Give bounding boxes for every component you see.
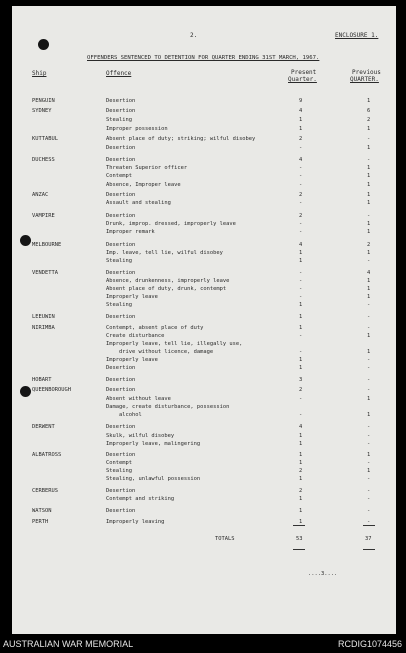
previous-count: - bbox=[367, 508, 371, 514]
present-count: - bbox=[299, 182, 303, 188]
previous-count: 1 bbox=[367, 126, 371, 132]
ship-name: QUEENBOROUGH bbox=[32, 387, 71, 393]
offence-text: Desertion bbox=[106, 365, 136, 371]
totals-label: TOTALS bbox=[215, 536, 235, 542]
ship-name: VAMPIRE bbox=[32, 213, 55, 219]
offence-text: Stealing, unlawful possession bbox=[106, 476, 201, 482]
previous-count: 1 bbox=[367, 221, 371, 227]
previous-count: - bbox=[367, 488, 371, 494]
offence-text: Improperly leave, tell lie, illegally use, bbox=[106, 341, 243, 347]
previous-count: - bbox=[367, 325, 371, 331]
totals-rule-previous bbox=[363, 525, 375, 526]
ship-name: KUTTABUL bbox=[32, 136, 58, 142]
previous-count: - bbox=[367, 433, 371, 439]
previous-count: 1 bbox=[367, 286, 371, 292]
previous-count: 1 bbox=[367, 98, 371, 104]
offence-text: Desertion bbox=[106, 314, 136, 320]
offence-text: Desertion bbox=[106, 377, 136, 383]
document-page bbox=[12, 6, 396, 634]
offence-text: Desertion bbox=[106, 452, 136, 458]
offence-text: Improperly leave bbox=[106, 357, 158, 363]
previous-count: 1 bbox=[367, 333, 371, 339]
previous-count: - bbox=[367, 387, 371, 393]
offence-text: Desertion bbox=[106, 157, 136, 163]
offence-text: Desertion bbox=[106, 242, 136, 248]
offence-text: alcohol bbox=[106, 412, 142, 418]
present-count: 1 bbox=[299, 302, 303, 308]
offence-text: Improperly leave bbox=[106, 294, 158, 300]
continuation-marker: ....3.... bbox=[308, 571, 338, 577]
col-previous-1: Previous bbox=[352, 69, 381, 76]
present-count: - bbox=[299, 200, 303, 206]
offence-text: Skulk, wilful disobey bbox=[106, 433, 175, 439]
totals-underline-previous bbox=[363, 549, 375, 550]
previous-count: 1 bbox=[367, 396, 371, 402]
col-previous-2: QUARTER. bbox=[350, 76, 379, 83]
present-count: 1 bbox=[299, 496, 303, 502]
document-title: OFFENDERS SENTENCED TO DETENTION FOR QUARTER ENDING 31ST MARCH, 1967. bbox=[87, 55, 320, 61]
ship-name: MELBOURNE bbox=[32, 242, 62, 248]
totals-rule-present bbox=[293, 525, 305, 526]
previous-count: 1 bbox=[367, 182, 371, 188]
offence-text: Damage, create disturbance, possession bbox=[106, 404, 230, 410]
present-count: 2 bbox=[299, 192, 303, 198]
offence-text: Threaten Superior officer bbox=[106, 165, 188, 171]
ship-name: ANZAC bbox=[32, 192, 49, 198]
previous-count: - bbox=[367, 157, 371, 163]
present-count: - bbox=[299, 165, 303, 171]
present-count: 1 bbox=[299, 433, 303, 439]
offence-text: Absent place of duty; striking; wilful disobey bbox=[106, 136, 256, 142]
previous-count: - bbox=[367, 424, 371, 430]
present-count: 1 bbox=[299, 126, 303, 132]
offence-text: Stealing bbox=[106, 302, 132, 308]
offence-text: Absent without leave bbox=[106, 396, 171, 402]
footer-source: AUSTRALIAN WAR MEMORIAL bbox=[3, 639, 134, 649]
present-count: - bbox=[299, 278, 303, 284]
previous-count: - bbox=[367, 302, 371, 308]
offence-text: Absence, drunkenness, improperly leave bbox=[106, 278, 230, 284]
ship-name: DERWENT bbox=[32, 424, 55, 430]
offence-text: Desertion bbox=[106, 108, 136, 114]
ship-name: PENGUIN bbox=[32, 98, 55, 104]
present-count: - bbox=[299, 221, 303, 227]
present-count: 1 bbox=[299, 117, 303, 123]
previous-count: 1 bbox=[367, 229, 371, 235]
previous-count: 1 bbox=[367, 165, 371, 171]
offence-text: Assault and stealing bbox=[106, 200, 171, 206]
previous-count: 1 bbox=[367, 278, 371, 284]
offence-text: drive without licence, damage bbox=[106, 349, 214, 355]
previous-count: 1 bbox=[367, 200, 371, 206]
present-count: 2 bbox=[299, 213, 303, 219]
present-count: 1 bbox=[299, 365, 303, 371]
offence-text: Desertion bbox=[106, 270, 136, 276]
offence-text: Desertion bbox=[106, 508, 136, 514]
ship-name: WATSON bbox=[32, 508, 52, 514]
previous-count: 1 bbox=[367, 250, 371, 256]
previous-count: 1 bbox=[367, 173, 371, 179]
previous-count: 1 bbox=[367, 294, 371, 300]
offence-text: Desertion bbox=[106, 98, 136, 104]
offence-text: Desertion bbox=[106, 213, 136, 219]
present-count: 1 bbox=[299, 476, 303, 482]
col-present-2: Quarter. bbox=[288, 76, 317, 83]
previous-count: - bbox=[367, 365, 371, 371]
previous-count: 1 bbox=[367, 452, 371, 458]
present-count: - bbox=[299, 333, 303, 339]
previous-count: - bbox=[367, 314, 371, 320]
previous-count: 1 bbox=[367, 468, 371, 474]
offence-text: Stealing bbox=[106, 258, 132, 264]
punch-hole-bottom bbox=[20, 386, 31, 397]
present-count: 1 bbox=[299, 460, 303, 466]
totals-previous: 37 bbox=[365, 536, 372, 542]
punch-hole-top bbox=[38, 39, 49, 50]
present-count: - bbox=[299, 270, 303, 276]
offence-text: Imp. leave, tell lie, wilful disobey bbox=[106, 250, 223, 256]
present-count: 2 bbox=[299, 468, 303, 474]
present-count: 1 bbox=[299, 325, 303, 331]
previous-count: - bbox=[367, 519, 371, 525]
present-count: - bbox=[299, 412, 303, 418]
archive-footer bbox=[0, 636, 406, 653]
col-offence: Offence bbox=[106, 70, 132, 77]
present-count: 3 bbox=[299, 377, 303, 383]
present-count: - bbox=[299, 145, 303, 151]
ship-name: VENDETTA bbox=[32, 270, 58, 276]
offence-text: Contempt and striking bbox=[106, 496, 175, 502]
previous-count: - bbox=[367, 377, 371, 383]
offence-text: Stealing bbox=[106, 468, 132, 474]
offence-text: Improper possession bbox=[106, 126, 168, 132]
ship-name: ALBATROSS bbox=[32, 452, 62, 458]
offence-text: Stealing bbox=[106, 117, 132, 123]
present-count: 1 bbox=[299, 452, 303, 458]
previous-count: - bbox=[367, 476, 371, 482]
previous-count: 1 bbox=[367, 412, 371, 418]
previous-count: 4 bbox=[367, 270, 371, 276]
present-count: 2 bbox=[299, 387, 303, 393]
previous-count: - bbox=[367, 258, 371, 264]
present-count: 4 bbox=[299, 157, 303, 163]
present-count: 4 bbox=[299, 108, 303, 114]
previous-count: 1 bbox=[367, 145, 371, 151]
col-present-1: Present bbox=[291, 69, 317, 76]
offence-text: Improperly leave, malingering bbox=[106, 441, 201, 447]
present-count: - bbox=[299, 396, 303, 402]
previous-count: 2 bbox=[367, 242, 371, 248]
present-count: 1 bbox=[299, 258, 303, 264]
ship-name: HOBART bbox=[32, 377, 52, 383]
present-count: 1 bbox=[299, 357, 303, 363]
offence-text: Desertion bbox=[106, 387, 136, 393]
previous-count: - bbox=[367, 460, 371, 466]
present-count: - bbox=[299, 294, 303, 300]
previous-count: - bbox=[367, 496, 371, 502]
previous-count: 1 bbox=[367, 192, 371, 198]
previous-count: - bbox=[367, 441, 371, 447]
totals-present: 53 bbox=[296, 536, 303, 542]
ship-name: SYDNEY bbox=[32, 108, 52, 114]
page-number: 2. bbox=[190, 32, 198, 39]
present-count: 1 bbox=[299, 508, 303, 514]
previous-count: 2 bbox=[367, 117, 371, 123]
ship-name: LEEUWIN bbox=[32, 314, 55, 320]
previous-count: - bbox=[367, 357, 371, 363]
offence-text: Improper remark bbox=[106, 229, 155, 235]
present-count: 1 bbox=[299, 519, 303, 525]
previous-count: - bbox=[367, 213, 371, 219]
offence-text: Improperly leaving bbox=[106, 519, 165, 525]
offence-text: Desertion bbox=[106, 192, 136, 198]
enclosure-label: ENCLOSURE 1. bbox=[335, 32, 379, 39]
ship-name: PERTH bbox=[32, 519, 49, 525]
previous-count: 1 bbox=[367, 349, 371, 355]
ship-name: NIRIMBA bbox=[32, 325, 55, 331]
ship-name: DUCHESS bbox=[32, 157, 55, 163]
offence-text: Absence, Improper leave bbox=[106, 182, 181, 188]
offence-text: Desertion bbox=[106, 145, 136, 151]
offence-text: Drunk, improp. dressed, improperly leave bbox=[106, 221, 236, 227]
previous-count: - bbox=[367, 136, 371, 142]
offence-text: Contempt bbox=[106, 173, 132, 179]
footer-id: RCDIG1074456 bbox=[337, 639, 402, 649]
present-count: - bbox=[299, 349, 303, 355]
totals-underline-present bbox=[293, 549, 305, 550]
present-count: 1 bbox=[299, 250, 303, 256]
punch-hole-middle bbox=[20, 235, 31, 246]
present-count: 4 bbox=[299, 242, 303, 248]
present-count: 4 bbox=[299, 424, 303, 430]
offence-text: Create disturbance bbox=[106, 333, 165, 339]
offence-text: Contempt bbox=[106, 460, 132, 466]
present-count: 1 bbox=[299, 314, 303, 320]
present-count: - bbox=[299, 229, 303, 235]
present-count: 9 bbox=[299, 98, 303, 104]
ship-name: CERBERUS bbox=[32, 488, 58, 494]
present-count: - bbox=[299, 173, 303, 179]
offence-text: Desertion bbox=[106, 424, 136, 430]
offence-text: Desertion bbox=[106, 488, 136, 494]
col-ship: Ship bbox=[32, 70, 47, 77]
present-count: 2 bbox=[299, 488, 303, 494]
offence-text: Absent place of duty, drunk, contempt bbox=[106, 286, 227, 292]
offence-text: Contempt, absent place of duty bbox=[106, 325, 204, 331]
present-count: - bbox=[299, 286, 303, 292]
previous-count: 6 bbox=[367, 108, 371, 114]
present-count: 2 bbox=[299, 136, 303, 142]
present-count: 1 bbox=[299, 441, 303, 447]
